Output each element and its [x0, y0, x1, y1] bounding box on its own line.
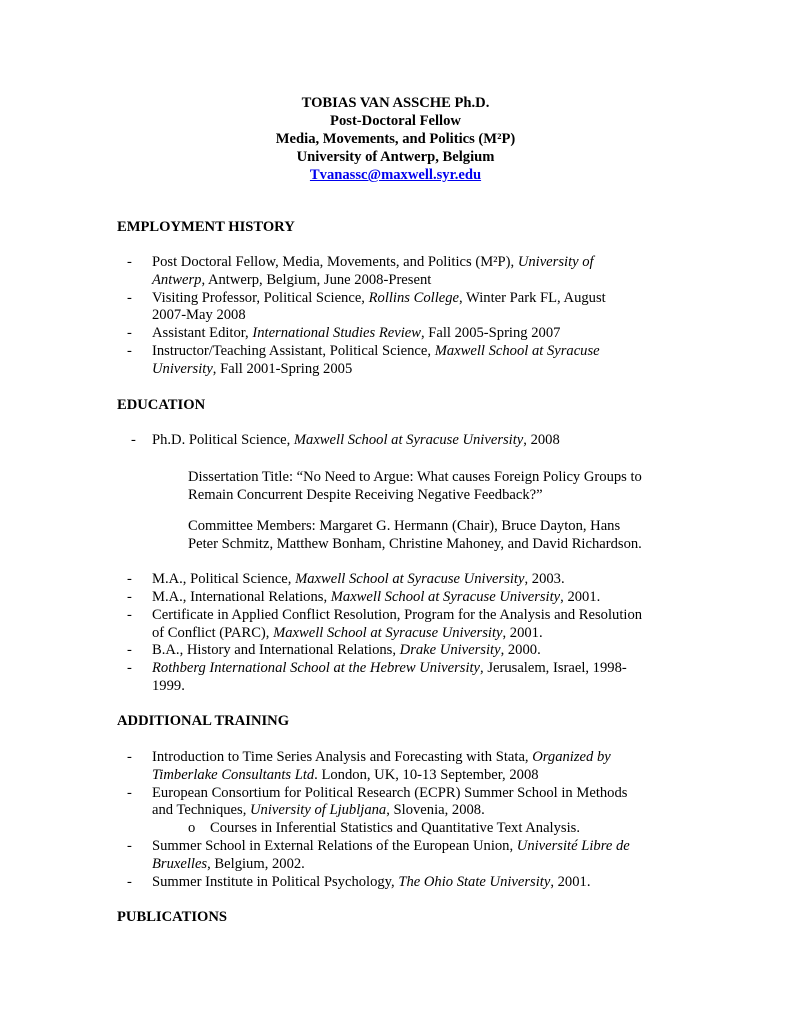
education-item-rothberg-cont: 1999.	[152, 678, 185, 694]
employment-item-4-cont: University, Fall 2001-Spring 2005	[152, 361, 353, 377]
education-item-ba: B.A., History and International Relations, Drake University, 2000.	[152, 642, 541, 658]
training-item-stata-cont: Timberlake Consultants Ltd. London, UK, 10-13 September, 2008	[152, 767, 539, 783]
bullet-dash: -	[127, 874, 132, 890]
bullet-dash: -	[127, 838, 132, 854]
employment-heading: EMPLOYMENT HISTORY	[117, 219, 295, 235]
author-name: TOBIAS VAN ASSCHE Ph.D.	[301, 95, 490, 111]
education-item-ma-ps: M.A., Political Science, Maxwell School at Syracuse University, 2003.	[152, 571, 565, 587]
training-item-eu-cont: Bruxelles, Belgium, 2002.	[152, 856, 305, 872]
bullet-dash: -	[127, 325, 132, 341]
dissertation-title: Dissertation Title: “No Need to Argue: What causes Foreign Policy Groups to	[188, 469, 642, 485]
education-item-phd: Ph.D. Political Science, Maxwell School at Syracuse University, 2008	[152, 432, 560, 448]
dissertation-title-cont: Remain Concurrent Despite Receiving Negative Feedback?”	[188, 487, 543, 503]
bullet-dash: -	[127, 290, 132, 306]
training-item-stata: Introduction to Time Series Analysis and Forecasting with Stata, Organized by	[152, 749, 611, 765]
bullet-dash: -	[127, 589, 132, 605]
employment-item-2: Visiting Professor, Political Science, Rollins College, Winter Park FL, August	[152, 290, 606, 306]
author-university: University of Antwerp, Belgium	[296, 149, 495, 165]
employment-item-3: Assistant Editor, International Studies Review, Fall 2005-Spring 2007	[152, 325, 561, 341]
bullet-dash: -	[127, 785, 132, 801]
education-item-rothberg: Rothberg International School at the Hebrew University, Jerusalem, Israel, 1998-	[152, 660, 627, 676]
employment-item-1: Post Doctoral Fellow, Media, Movements, and Politics (M²P), University of	[152, 254, 594, 270]
bullet-dash: -	[127, 642, 132, 658]
bullet-dash: -	[127, 571, 132, 587]
employment-item-4: Instructor/Teaching Assistant, Political Science, Maxwell School at Syracuse	[152, 343, 600, 359]
education-heading: EDUCATION	[117, 397, 206, 413]
training-item-ecpr: European Consortium for Political Research (ECPR) Summer School in Methods	[152, 785, 628, 801]
email-link[interactable]: Tvanassc@maxwell.syr.edu	[309, 167, 482, 183]
bullet-dash: -	[127, 343, 132, 359]
bullet-dash: -	[131, 432, 136, 448]
training-item-ecpr-cont: and Techniques, University of Ljubljana, Slovenia, 2008.	[152, 802, 485, 818]
author-group: Media, Movements, and Politics (M²P)	[275, 131, 516, 147]
author-position: Post-Doctoral Fellow	[330, 113, 461, 129]
education-item-certificate-cont: of Conflict (PARC), Maxwell School at Syracuse University, 2001.	[152, 625, 543, 641]
training-item-eu: Summer School in External Relations of the European Union, Université Libre de	[152, 838, 630, 854]
education-item-ma-ir: M.A., International Relations, Maxwell School at Syracuse University, 2001.	[152, 589, 601, 605]
education-item-certificate: Certificate in Applied Conflict Resolution, Program for the Analysis and Resolution	[152, 607, 643, 623]
bullet-dash: -	[127, 749, 132, 765]
employment-item-2-cont: 2007-May 2008	[152, 307, 246, 323]
training-item-psychology: Summer Institute in Political Psychology, The Ohio State University, 2001.	[152, 874, 591, 890]
bullet-dash: -	[127, 607, 132, 623]
committee-members: Committee Members: Margaret G. Hermann (Chair), Bruce Dayton, Hans	[188, 518, 621, 534]
committee-members-cont: Peter Schmitz, Matthew Bonham, Christine Mahoney, and David Richardson.	[188, 536, 642, 552]
bullet-dash: -	[127, 254, 132, 270]
training-heading: ADDITIONAL TRAINING	[117, 713, 290, 729]
cv-header	[0, 94, 791, 184]
publications-heading: PUBLICATIONS	[117, 909, 228, 925]
employment-item-1-cont: Antwerp, Antwerp, Belgium, June 2008-Present	[152, 272, 432, 288]
sub-bullet-marker: o	[188, 820, 196, 836]
training-subitem-courses: Courses in Inferential Statistics and Quantitative Text Analysis.	[210, 820, 580, 836]
bullet-dash: -	[127, 660, 132, 676]
